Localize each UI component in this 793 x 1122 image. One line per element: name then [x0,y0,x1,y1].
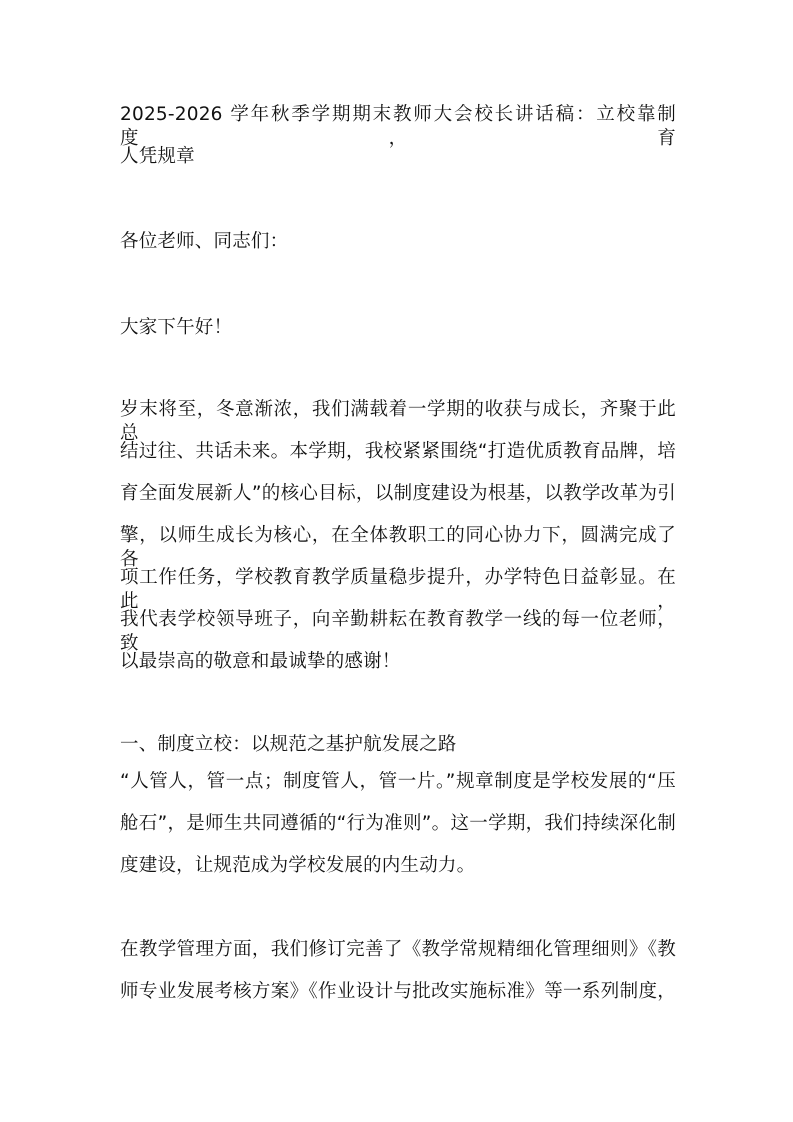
section-1-line-2: 舱石”，是师生共同遵循的“行为准则”。这一学期，我们持续深化制 [120,813,676,834]
salutation: 各位老师、同志们： [120,231,289,252]
section-1-para-2-line-1: 在教学管理方面，我们修订完善了《教学常规精细化管理细则》《教 [120,939,676,960]
section-1-para-2-line-2: 师专业发展考核方案》《作业设计与批改实施标准》等一系列制度， [120,981,676,1002]
intro-line-6: 我代表学校领导班子，向辛勤耕耘在教育教学一线的每一位老师，致 [120,609,676,654]
intro-line-5: 项工作任务，学校教育教学质量稳步提升，办学特色日益彰显。在此， [120,567,676,612]
section-1-heading: 一、制度立校：以规范之基护航发展之路 [120,734,457,755]
intro-line-2: 结过往、共话未来。本学期，我校紧紧围绕“打造优质教育品牌，培 [120,441,676,462]
section-1-line-3: 度建设，让规范成为学校发展的内生动力。 [120,855,476,876]
document-title-line-1: 2025-2026 学年秋季学期期末教师大会校长讲话稿：立校靠制度，育 [120,104,676,149]
section-1-line-1: “人管人，管一点；制度管人，管一片。”规章制度是学校发展的“压 [120,771,676,792]
document-title-line-2: 人凭规章 [120,146,195,167]
intro-line-3: 育全面发展新人”的核心目标，以制度建设为根基，以教学改革为引 [120,483,676,504]
greeting: 大家下午好！ [120,317,233,338]
intro-line-4: 擎，以师生成长为核心，在全体教职工的同心协力下，圆满完成了各 [120,525,676,570]
intro-line-7: 以最崇高的敬意和最诚挚的感谢！ [120,651,401,672]
intro-line-1: 岁末将至，冬意渐浓，我们满载着一学期的收获与成长，齐聚于此总 [120,399,676,444]
